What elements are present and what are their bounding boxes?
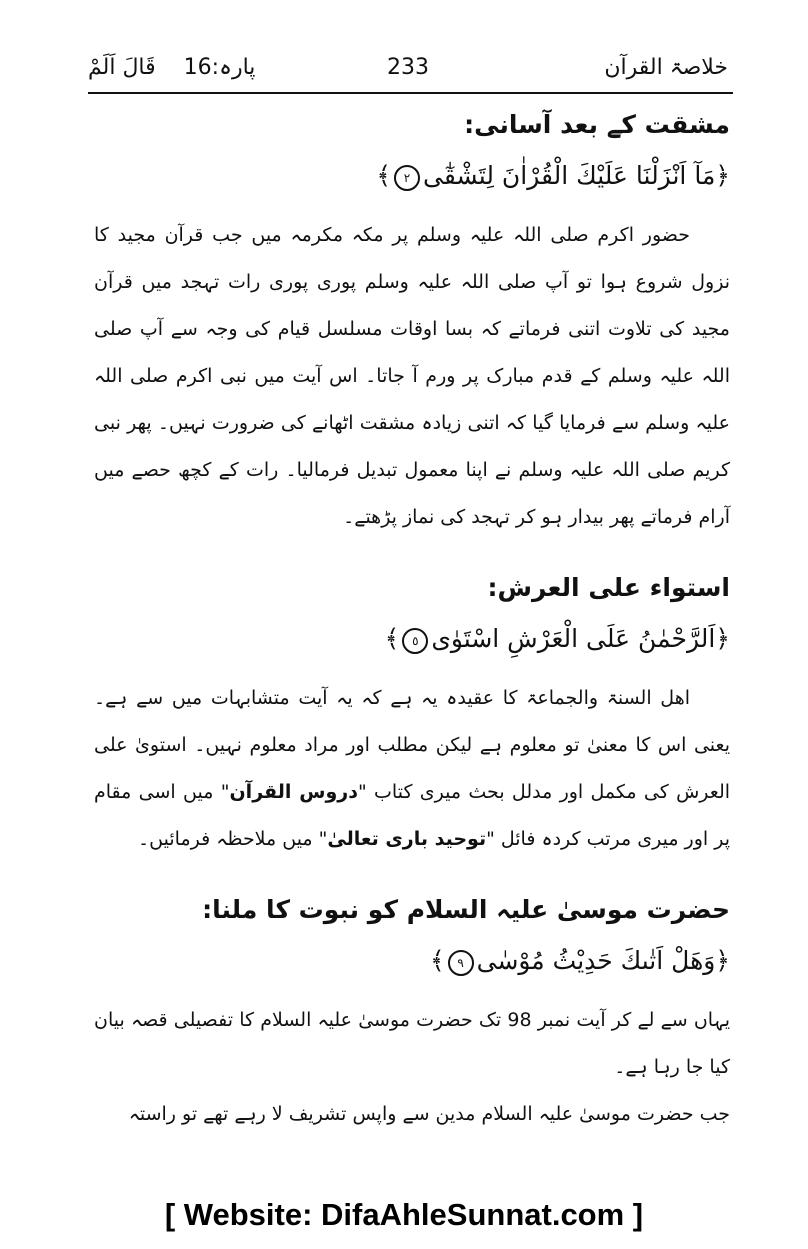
quran-ayah (94, 939, 730, 983)
quran-ayah (94, 154, 730, 198)
ayah-text: اَلرَّحْمٰنُ عَلَى الْعَرْشِ اسْتَوٰى (431, 624, 716, 653)
ayah-text: مَآ اَنْزَلْنَا عَلَيْكَ الْقُرْاٰنَ لِتَشْقٰٓى (423, 161, 716, 190)
book-reference: دروس القرآن (229, 781, 358, 803)
section-ease-after-hardship (94, 104, 730, 541)
section-heading: استواء علی العرش: (487, 573, 730, 602)
header-divider (88, 92, 733, 94)
paragraph (94, 675, 730, 863)
ayah-number-marker: ٥ (402, 628, 428, 654)
ayah-open-bracket: ﴿ (715, 624, 730, 653)
website-footer: [ Website: DifaAhleSunnat.com ] (164, 1197, 644, 1232)
section-heading: حضرت موسیٰ علیہ السلام کو نبوت کا ملنا: (202, 895, 730, 924)
file-reference: توحید باری تعالیٰ (327, 828, 487, 850)
paragraph: یہاں سے لے کر آیت نمبر 98 تک حضرت موسیٰ علیہ السلام کا تفصیلی قصہ بیان کیا جا رہا ہے۔ (94, 1009, 730, 1078)
paragraph-text: " میں اسی مقام پر اور میری مرتب کردہ فائل " (94, 781, 730, 850)
para-info (88, 52, 255, 84)
book-title: خلاصۃ القرآن (604, 55, 728, 80)
page-header (88, 52, 728, 92)
page-body (94, 104, 730, 1138)
section-spacer (94, 541, 730, 567)
para-label: پارہ:16 (183, 55, 256, 80)
page-number: 233 (387, 55, 429, 80)
ayah-open-bracket: ﴿ (715, 946, 730, 975)
ayah-number-marker: ٢ (394, 165, 420, 191)
quran-ayah (94, 617, 730, 661)
paragraph-text: اھل السنۃ والجماعۃ کا عقیدہ یہ ہے کہ یہ آیت متشابہات میں سے ہے۔ یعنی اس کا معنیٰ تو معلوم ہے لیکن مطلب اور مراد معلوم نہیں۔ استویٰ علی العرش کی مکمل اور مدلل بحث میری کتاب " (94, 687, 731, 803)
ayah-close-bracket: ﴾ (376, 161, 391, 190)
para-name: قَالَ اَلَمْ (88, 55, 156, 80)
section-heading: مشقت کے بعد آسانی: (464, 110, 730, 139)
section-istiwa (94, 567, 730, 863)
paragraph-text: " میں ملاحظہ فرمائیں۔ (138, 828, 328, 850)
paragraph: جب حضرت موسیٰ علیہ السلام مدین سے واپس تشریف لا رہے تھے تو راستہ (128, 1103, 730, 1125)
paragraph: حضور اکرم صلی اللہ علیہ وسلم پر مکہ مکرمہ میں جب قرآن مجید کا نزول شروع ہوا تو آپ صلی اللہ علیہ وسلم پوری پوری رات تہجد میں قرآن مجید کی تلاوت اتنی فرماتے کہ بسا اوقات مسلسل قیام کی وجہ سے آپ صلی اللہ علیہ وسلم کے قدم مبارک پر ورم آ جاتا۔ اس آیت میں نبی اکرم صلی اللہ علیہ وسلم سے فرمایا گیا کہ اتنی زیادہ مشقت اٹھانے کی ضرورت نہیں۔ پھر نبی کریم صلی اللہ علیہ وسلم نے اپنا معمول تبدیل فرمالیا۔ رات کے کچھ حصے میں آرام فرماتے پھر بیدار ہو کر تہجد کی نماز پڑھتے۔ (94, 224, 730, 528)
ayah-number-marker: ٩ (448, 950, 474, 976)
ayah-close-bracket: ﴾ (384, 624, 400, 653)
ayah-open-bracket: ﴿ (715, 161, 730, 190)
ayah-text: وَهَلْ اَتٰىكَ حَدِيْثُ مُوْسٰى (476, 946, 716, 975)
section-spacer (94, 863, 730, 889)
ayah-close-bracket: ﴾ (429, 946, 445, 975)
section-musa-prophethood (94, 889, 730, 1138)
